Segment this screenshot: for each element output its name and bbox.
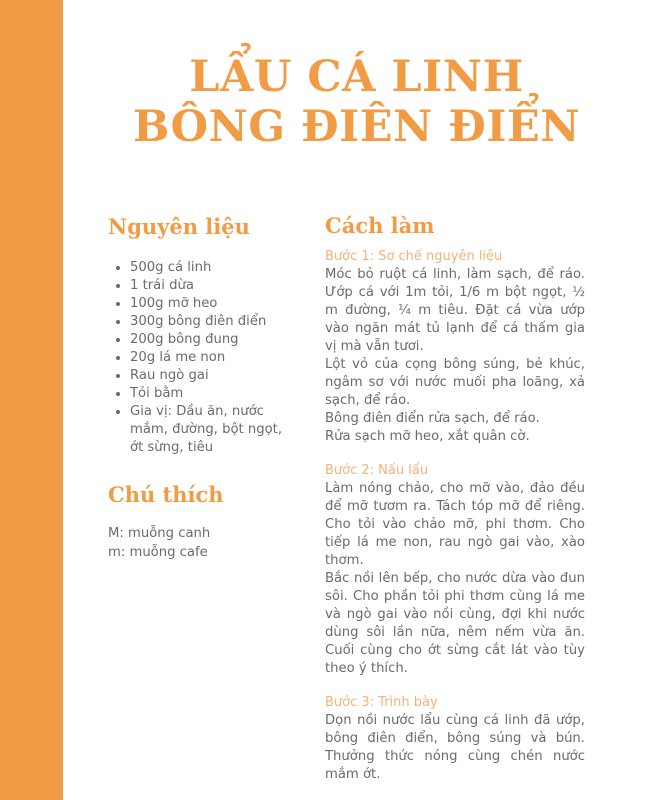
ingredient-item: • 200g bông đung: [130, 331, 293, 349]
step-paragraph: Rửa sạch mỡ heo, xắt quân cờ.: [325, 429, 530, 444]
step-paragraph: Bông điên điển rửa sạch, để ráo.: [325, 411, 540, 426]
step-title: Bước 1: Sơ chế nguyên liệu: [325, 249, 503, 264]
step-paragraph: Làm nóng chảo, cho mỡ vào, đảo đều để mỡ tươm ra. Tách tóp mỡ để riêng. Cho tỏi vào chảo mỡ, phi thơm. Cho tiếp lá me non, rau ngò gai vào, xào thơm.: [325, 481, 585, 568]
left-column: [108, 214, 293, 562]
ingredient-item: • 500g cá linh: [130, 259, 293, 277]
ingredient-item: • Rau ngò gai: [130, 367, 293, 385]
recipe-title-line-1: LẨU CÁ LINH: [189, 52, 524, 102]
step-3: [325, 694, 585, 784]
ingredients-heading: Nguyên liệu: [108, 214, 250, 239]
ingredients-list: [108, 259, 293, 457]
step-paragraph: Móc bỏ ruột cá linh, làm sạch, để ráo. Ướp cá với 1m tỏi, 1/6 m bột ngọt, ½ m đường, ¼ m tiêu. Đặt cá vừa ướp vào ngăn mát tủ lạnh để cá thấm gia vị mà vẫn tươi.: [325, 267, 585, 354]
ingredient-item: • Tỏi bằm: [130, 385, 293, 403]
note-line: M: muỗng canh: [108, 526, 211, 541]
recipe-title: [63, 52, 650, 152]
method-heading: Cách làm: [325, 213, 435, 238]
note-line: m: muỗng cafe: [108, 545, 208, 560]
step-paragraph: Bắc nồi lên bếp, cho nước dừa vào đun sôi. Cho phần tỏi phi thơm cùng lá me và ngò gai vào nồi cùng, đợi khi nước dùng sôi lần nữa, nêm nếm vừa ăn. Cuối cùng cho ớt sừng cắt lát vào tùy theo ý thích.: [325, 571, 585, 676]
ingredient-item: • 1 trái dừa: [130, 277, 293, 295]
step-1: [325, 248, 585, 446]
step-paragraph: Lột vỏ của cọng bông súng, bẻ khúc, ngâm sơ với nước muối pha loãng, xả sạch, để ráo.: [325, 357, 585, 408]
ingredient-item: • 20g lá me non: [130, 349, 293, 367]
step-2: [325, 462, 585, 678]
ingredient-item: • 100g mỡ heo: [130, 295, 293, 313]
step-title: Bước 3: Trình bày: [325, 695, 438, 710]
ingredient-item: • Gia vị: Dầu ăn, nước mắm, đường, bột ngọt, ớt sừng, tiêu: [130, 403, 293, 457]
notes-block: [108, 524, 293, 562]
notes-heading: Chú thích: [108, 482, 224, 507]
step-title: Bước 2: Nấu lẩu: [325, 463, 429, 478]
recipe-title-line-2: BÔNG ĐIÊN ĐIỂN: [132, 102, 581, 152]
ingredient-item: • 300g bông điên điển: [130, 313, 293, 331]
step-paragraph: Dọn nồi nước lẩu cùng cá linh đã ướp, bông điên điển, bông súng và bún. Thưởng thức nóng cùng chén nước mắm ớt.: [325, 713, 585, 782]
right-column: [325, 213, 585, 784]
side-accent-bar: [0, 0, 63, 800]
